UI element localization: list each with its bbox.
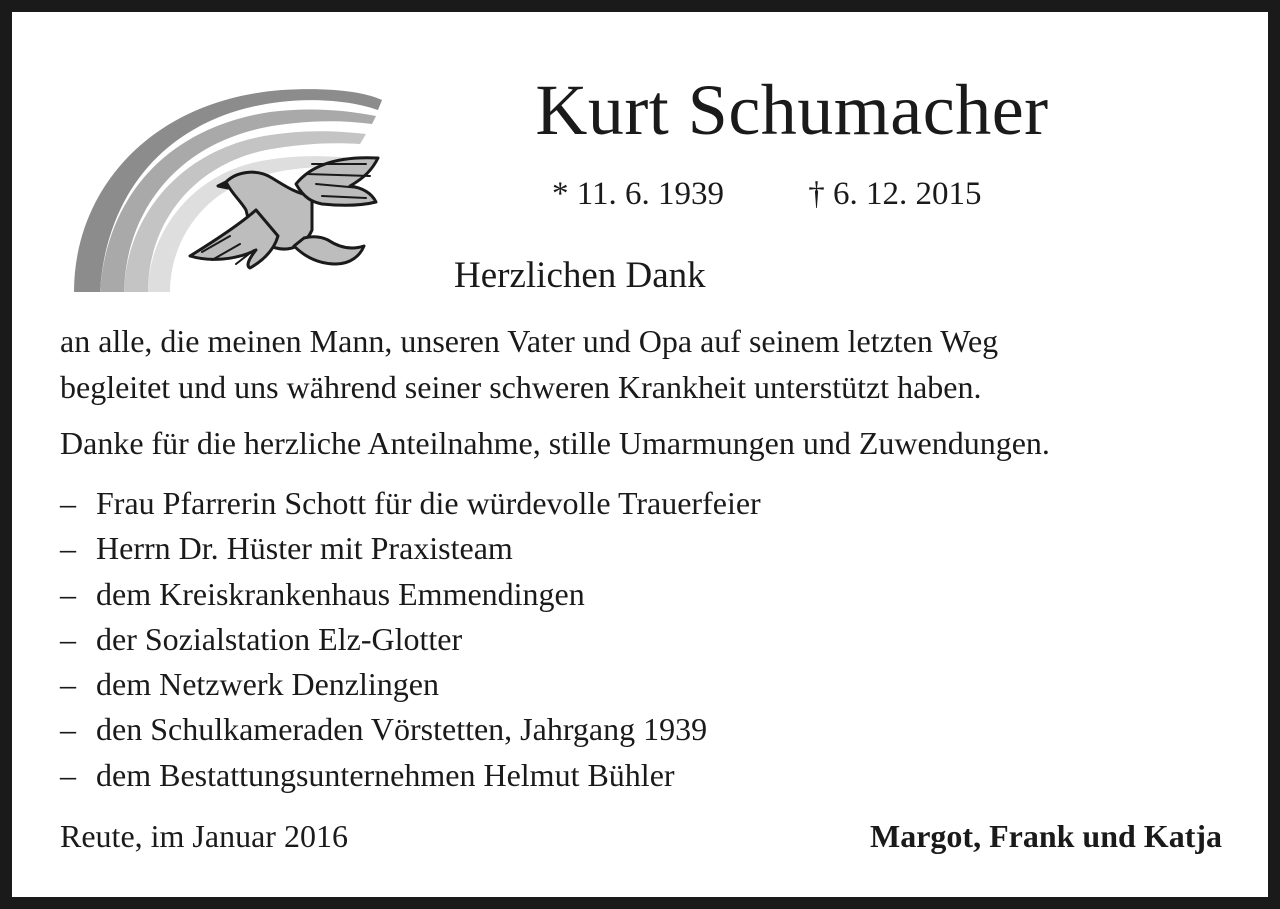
list-item-text: den Schulkameraden Vörstetten, Jahrgang 1939 xyxy=(96,711,708,748)
life-dates xyxy=(552,176,982,213)
thanks-heading: Herzlichen Dank xyxy=(454,255,706,296)
list-dash: – xyxy=(60,711,76,748)
list-dash: – xyxy=(60,756,76,793)
list-item xyxy=(60,753,761,798)
list-item-text: Frau Pfarrerin Schott für die würdevolle Trauerfeier xyxy=(96,485,761,521)
thanks-paragraph-line-2: begleitet und uns während seiner schweren Krankheit unterstützt haben. xyxy=(60,369,982,405)
list-item xyxy=(60,481,761,526)
list-dash: – xyxy=(60,530,76,567)
list-item xyxy=(60,572,761,617)
list-item-text: dem Bestattungsunternehmen Helmut Bühler xyxy=(96,756,675,793)
list-item-text: dem Netzwerk Denzlingen xyxy=(96,666,439,703)
deceased-name: Kurt Schumacher xyxy=(535,70,1049,150)
list-dash: – xyxy=(60,575,76,612)
place-date: Reute, im Januar 2016 xyxy=(60,818,348,854)
sympathy-paragraph: Danke für die herzliche Anteilnahme, stille Umarmungen und Zuwendungen. xyxy=(60,425,1050,461)
birth-date: * 11. 6. 1939 xyxy=(552,176,725,212)
thanks-list xyxy=(60,481,761,798)
signature: Margot, Frank und Katja xyxy=(870,818,1222,854)
list-item-text: dem Kreiskrankenhaus Emmendingen xyxy=(96,575,585,612)
death-date: † 6. 12. 2015 xyxy=(808,176,982,212)
thanks-paragraph xyxy=(60,318,1240,410)
list-item-text: Herrn Dr. Hüster mit Praxisteam xyxy=(96,530,513,567)
list-item-text: der Sozialstation Elz-Glotter xyxy=(96,620,463,657)
list-item xyxy=(60,707,761,752)
thanks-paragraph-line-1: an alle, die meinen Mann, unseren Vater und Opa auf seinem letzten Weg xyxy=(60,323,999,359)
list-dash: – xyxy=(60,620,76,657)
list-dash: – xyxy=(60,485,76,521)
dove-rainbow-icon xyxy=(60,60,390,300)
list-item xyxy=(60,662,761,707)
list-item xyxy=(60,617,761,662)
list-dash: – xyxy=(60,666,76,703)
list-item xyxy=(60,526,761,571)
